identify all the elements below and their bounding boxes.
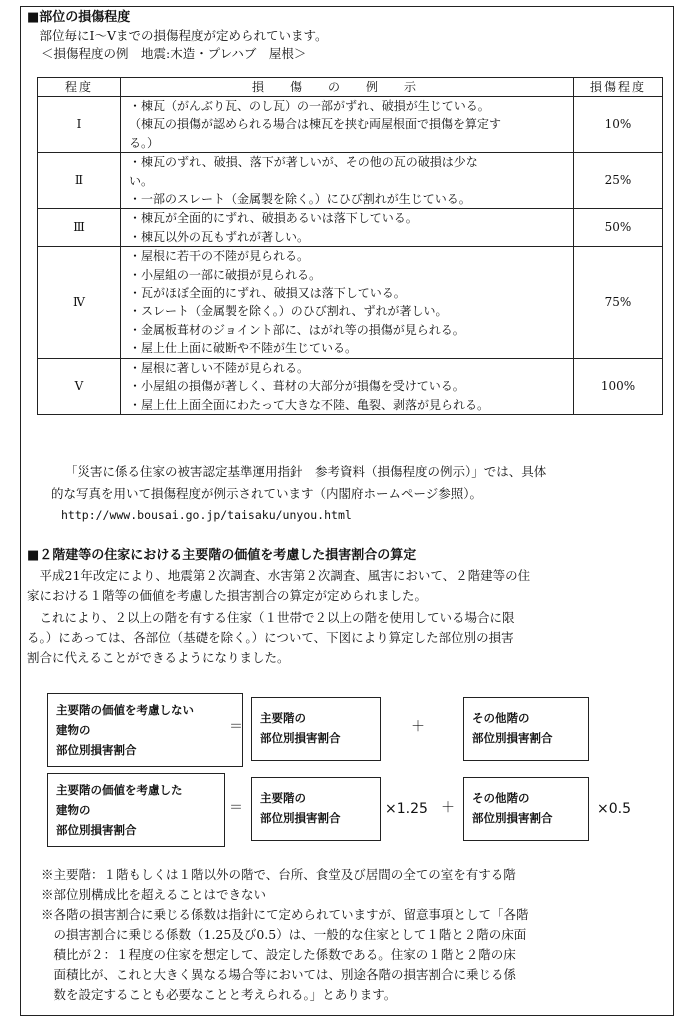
example-line: ・スレート（金属製を除く。）のひび割れ、ずれが著しい。 — [129, 304, 448, 319]
reference-url-link[interactable]: http://www.bousai.go.jp/taisaku/unyou.html — [61, 508, 352, 522]
example-line: ・棟瓦のずれ、破損、落下が著しいが、その他の瓦の破損は少な — [129, 155, 478, 170]
example-line: い。 — [129, 173, 154, 188]
section-title-floor-value: ■２階建等の住家における主要階の価値を考慮した損害割合の算定 — [27, 548, 417, 563]
formula-text: 部位別損害割合 — [56, 823, 137, 837]
level-cell: Ⅱ — [38, 153, 121, 209]
formula1-other-floor-box — [463, 697, 589, 761]
example-line: ・棟瓦が全面的にずれ、破損あるいは落下している。 — [129, 211, 418, 226]
table-row — [38, 209, 663, 247]
level-cell: Ⅰ — [38, 97, 121, 153]
formula-text: 主要階の価値を考慮しない — [56, 703, 194, 717]
note-text: 数を設定することも必要なことと考えられる。」とあります。 — [41, 987, 397, 1002]
formula-text: 建物の — [56, 723, 91, 737]
table-row — [38, 153, 663, 209]
note-text: ※主要階：１階もしくは１階以外の階で、台所、食堂及び居間の全ての室を有する階 — [41, 867, 516, 882]
reference-text: 的な写真を用いて損傷程度が例示されています（内閣府ホームページ参照）。 — [51, 486, 483, 501]
formula-text: 建物の — [56, 803, 91, 817]
level-cell: Ⅲ — [38, 209, 121, 247]
ratio-cell: 10% — [574, 97, 663, 153]
table-row — [38, 247, 663, 358]
multiplier-1-25: ×1.25 — [385, 801, 428, 817]
note-text: の損害割合に乗じる係数（1.25及び0.5）は、一般的な住家として１階と２階の床面 — [41, 927, 527, 942]
formula2-main-floor-box — [251, 777, 381, 841]
formula-text: その他階の — [472, 711, 530, 725]
formula2-lhs-box — [47, 773, 225, 847]
example-line: ・棟瓦（がんぶり瓦、のし瓦）の一部がずれ、破損が生じている。 — [129, 99, 490, 113]
example-line: ・瓦がほぼ全面的にずれ、破損又は落下している。 — [129, 286, 406, 301]
note-text: 面積比が、これと大きく異なる場合等においては、別途各階の損害割合に乗じる係 — [41, 967, 517, 982]
example-line: ・金属板葺材のジョイント部に、はがれ等の損傷が見られる。 — [129, 322, 465, 337]
header-examples: 損傷の例示 — [121, 78, 574, 97]
equals-sign: ＝ — [229, 800, 243, 816]
damage-level-table — [37, 77, 663, 415]
equals-sign: ＝ — [229, 719, 243, 735]
example-line: ・屋上仕上面に破断や不陸が生じている。 — [129, 341, 358, 356]
ratio-cell: 50% — [574, 209, 663, 247]
multiplier-0-5: ×0.5 — [597, 801, 631, 817]
example-line: ・棟瓦以外の瓦もずれが著しい。 — [129, 229, 310, 244]
formula-text: 部位別損害割合 — [260, 731, 341, 745]
example-cell — [121, 358, 574, 414]
intro-text: 部位毎にⅠ～Ⅴまでの損傷程度が定められています。 — [27, 28, 328, 43]
body-text: 家における１階等の価値を考慮した損害割合の算定が定められました。 — [27, 588, 428, 603]
reference-text: 「災害に係る住家の被害認定基準運用指針 参考資料（損傷程度の例示）」では、具体 — [65, 464, 547, 479]
example-line: ・小屋組の損傷が著しく、葺材の大部分が損傷を受けている。 — [129, 379, 465, 394]
formula-text: その他階の — [472, 791, 530, 805]
example-cell — [121, 247, 574, 358]
level-cell: Ⅴ — [38, 358, 121, 414]
plus-sign: ＋ — [441, 800, 455, 816]
section-title-damage-level: ■部位の損傷程度 — [27, 10, 131, 25]
body-text: 割合に代えることができるようになりました。 — [27, 650, 290, 665]
example-line: （棟瓦の損傷が認められる場合は棟瓦を挟む両屋根面で損傷を算定す — [129, 117, 502, 132]
example-cell — [121, 153, 574, 209]
plus-sign: ＋ — [411, 719, 425, 735]
example-line: ・屋根に著しい不陸が見られる。 — [129, 360, 310, 375]
formula-text: 主要階の価値を考慮した — [56, 783, 183, 797]
formula-text: 部位別損害割合 — [56, 743, 137, 757]
formula2-other-floor-box — [463, 777, 589, 841]
example-line: ・屋上仕上面全面にわたって大きな不陸、亀裂、剥落が見られる。 — [129, 397, 490, 412]
document-frame — [20, 6, 674, 1016]
example-cell — [121, 209, 574, 247]
note-text: ※部位別構成比を超えることはできない — [41, 887, 267, 902]
body-text: 平成21年改定により、地震第２次調査、水害第２次調査、風害において、２階建等の住 — [27, 568, 531, 583]
table-header-row — [38, 78, 663, 97]
formula-text: 部位別損害割合 — [472, 811, 553, 825]
example-cell — [121, 97, 574, 153]
header-ratio: 損傷程度 — [574, 78, 663, 97]
level-cell: Ⅳ — [38, 247, 121, 358]
formula1-main-floor-box — [251, 697, 381, 761]
ratio-cell: 100% — [574, 358, 663, 414]
table-row — [38, 358, 663, 414]
header-level: 程度 — [38, 78, 121, 97]
body-text: これにより、２以上の階を有する住家（１世帯で２以上の階を使用している場合に限 — [27, 610, 515, 625]
example-line: ・小屋組の一部に破損が見られる。 — [129, 267, 322, 282]
formula-text: 部位別損害割合 — [472, 731, 553, 745]
table-caption: ＜損傷程度の例 地震:木造・プレハブ 屋根＞ — [41, 46, 307, 61]
example-line: ・一部のスレート（金属製を除く。）にひび割れが生じている。 — [129, 192, 471, 207]
formula-text: 主要階の — [260, 711, 306, 725]
note-text: 積比が２：１程度の住家を想定して、設定した係数である。住家の１階と２階の床 — [41, 947, 516, 962]
formula-text: 主要階の — [260, 791, 306, 805]
ratio-cell: 75% — [574, 247, 663, 358]
example-line: ・屋根に若干の不陸が見られる。 — [129, 249, 310, 264]
table-row — [38, 97, 663, 153]
example-line: る。） — [129, 135, 160, 150]
formula1-lhs-box — [47, 693, 243, 767]
ratio-cell: 25% — [574, 153, 663, 209]
note-text: ※各階の損害割合に乗じる係数は指針にて定められていますが、留意事項として「各階 — [41, 907, 529, 922]
body-text: る。）にあっては、各部位（基礎を除く。）について、下図により算定した部位別の損害 — [27, 630, 514, 645]
formula-text: 部位別損害割合 — [260, 811, 341, 825]
